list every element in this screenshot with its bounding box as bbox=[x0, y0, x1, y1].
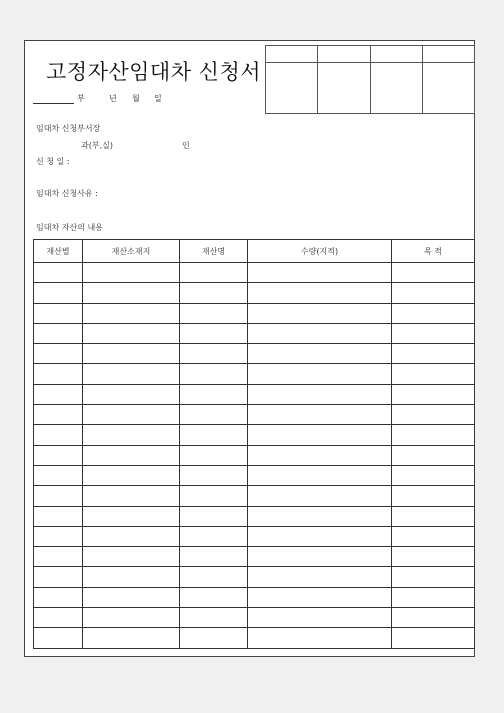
approval-header-cell[interactable] bbox=[370, 46, 422, 63]
table-cell[interactable] bbox=[180, 283, 248, 303]
table-cell[interactable] bbox=[34, 445, 83, 465]
column-header: 목 적 bbox=[392, 240, 475, 263]
table-cell[interactable] bbox=[34, 364, 83, 384]
table-cell[interactable] bbox=[34, 587, 83, 607]
date-bu-label: 부 bbox=[77, 94, 85, 103]
table-cell[interactable] bbox=[248, 567, 392, 587]
table-cell[interactable] bbox=[34, 465, 83, 485]
date-line bbox=[33, 93, 233, 107]
table-row bbox=[34, 587, 475, 607]
table-cell[interactable] bbox=[248, 506, 392, 526]
section-label: 과(부,실) bbox=[81, 141, 113, 150]
table-cell[interactable] bbox=[248, 587, 392, 607]
table-cell[interactable] bbox=[34, 303, 83, 323]
dept-head-label: 임대차 신청부서장 bbox=[36, 124, 101, 133]
approval-header-cell[interactable] bbox=[422, 46, 474, 63]
reason-label: 임대차 신청사유 : bbox=[36, 189, 98, 198]
table-cell[interactable] bbox=[392, 364, 475, 384]
table-cell[interactable] bbox=[34, 526, 83, 546]
table-cell[interactable] bbox=[83, 506, 180, 526]
table-cell[interactable] bbox=[180, 405, 248, 425]
table-row bbox=[34, 303, 475, 323]
table-cell[interactable] bbox=[248, 323, 392, 343]
table-row bbox=[34, 526, 475, 546]
table-cell[interactable] bbox=[180, 526, 248, 546]
approval-signature-cell[interactable] bbox=[318, 63, 370, 114]
table-cell[interactable] bbox=[180, 445, 248, 465]
table-cell[interactable] bbox=[34, 283, 83, 303]
date-year-label: 년 bbox=[109, 94, 117, 103]
table-cell[interactable] bbox=[180, 506, 248, 526]
table-cell[interactable] bbox=[248, 364, 392, 384]
table-cell[interactable] bbox=[83, 364, 180, 384]
table-cell[interactable] bbox=[34, 628, 83, 648]
table-cell[interactable] bbox=[83, 465, 180, 485]
approval-signature-cell[interactable] bbox=[422, 63, 474, 114]
table-cell[interactable] bbox=[392, 465, 475, 485]
table-cell[interactable] bbox=[180, 465, 248, 485]
table-cell[interactable] bbox=[180, 323, 248, 343]
table-cell[interactable] bbox=[180, 263, 248, 283]
table-cell[interactable] bbox=[392, 384, 475, 404]
table-cell[interactable] bbox=[248, 405, 392, 425]
table-cell[interactable] bbox=[248, 445, 392, 465]
table-cell[interactable] bbox=[83, 526, 180, 546]
table-row bbox=[34, 465, 475, 485]
table-cell[interactable] bbox=[248, 384, 392, 404]
table-cell[interactable] bbox=[34, 547, 83, 567]
table-cell[interactable] bbox=[248, 465, 392, 485]
table-cell[interactable] bbox=[180, 344, 248, 364]
table-cell[interactable] bbox=[83, 628, 180, 648]
table-cell[interactable] bbox=[83, 263, 180, 283]
table-cell[interactable] bbox=[392, 628, 475, 648]
table-cell[interactable] bbox=[83, 344, 180, 364]
column-header: 재산소재지 bbox=[83, 240, 180, 263]
table-cell[interactable] bbox=[34, 608, 83, 628]
table-row bbox=[34, 628, 475, 648]
table-cell[interactable] bbox=[392, 323, 475, 343]
table-cell[interactable] bbox=[180, 587, 248, 607]
table-cell[interactable] bbox=[392, 425, 475, 445]
table-row bbox=[34, 608, 475, 628]
table-cell[interactable] bbox=[248, 303, 392, 323]
table-cell[interactable] bbox=[34, 344, 83, 364]
apply-date-label: 신 청 일 : bbox=[36, 157, 70, 166]
table-cell[interactable] bbox=[248, 263, 392, 283]
table-cell[interactable] bbox=[180, 425, 248, 445]
table-cell[interactable] bbox=[83, 567, 180, 587]
table-cell[interactable] bbox=[180, 567, 248, 587]
table-cell[interactable] bbox=[180, 608, 248, 628]
table-cell[interactable] bbox=[180, 486, 248, 506]
table-row bbox=[34, 263, 475, 283]
table-cell[interactable] bbox=[392, 608, 475, 628]
table-cell[interactable] bbox=[392, 547, 475, 567]
table-cell[interactable] bbox=[34, 486, 83, 506]
table-cell[interactable] bbox=[392, 344, 475, 364]
table-cell[interactable] bbox=[392, 263, 475, 283]
table-cell[interactable] bbox=[392, 567, 475, 587]
table-cell[interactable] bbox=[34, 567, 83, 587]
table-cell[interactable] bbox=[392, 283, 475, 303]
table-cell[interactable] bbox=[83, 425, 180, 445]
table-cell[interactable] bbox=[392, 587, 475, 607]
table-cell[interactable] bbox=[248, 628, 392, 648]
table-row bbox=[34, 283, 475, 303]
table-cell[interactable] bbox=[248, 283, 392, 303]
table-cell[interactable] bbox=[392, 526, 475, 546]
table-cell[interactable] bbox=[248, 526, 392, 546]
table-row bbox=[34, 425, 475, 445]
column-header: 재산별 bbox=[34, 240, 83, 263]
table-cell[interactable] bbox=[180, 384, 248, 404]
table-row bbox=[34, 405, 475, 425]
table-cell[interactable] bbox=[34, 323, 83, 343]
table-cell[interactable] bbox=[83, 445, 180, 465]
content-label: 임대차 자산의 내용 bbox=[36, 223, 103, 232]
table-cell[interactable] bbox=[180, 547, 248, 567]
form-title: 고정자산임대차 신청서 bbox=[46, 60, 262, 84]
table-cell[interactable] bbox=[180, 303, 248, 323]
asset-table-header bbox=[34, 240, 475, 263]
table-cell[interactable] bbox=[248, 425, 392, 445]
table-cell[interactable] bbox=[392, 405, 475, 425]
approval-stamp-box bbox=[265, 45, 475, 114]
approval-header-cell[interactable] bbox=[266, 46, 318, 63]
table-cell[interactable] bbox=[34, 506, 83, 526]
table-row bbox=[34, 567, 475, 587]
table-row bbox=[34, 486, 475, 506]
table-cell[interactable] bbox=[83, 608, 180, 628]
table-cell[interactable] bbox=[83, 587, 180, 607]
table-cell[interactable] bbox=[83, 323, 180, 343]
table-cell[interactable] bbox=[34, 384, 83, 404]
approval-signature-cell[interactable] bbox=[370, 63, 422, 114]
table-cell[interactable] bbox=[83, 486, 180, 506]
table-cell[interactable] bbox=[392, 303, 475, 323]
table-cell[interactable] bbox=[83, 405, 180, 425]
approval-signature-cell[interactable] bbox=[266, 63, 318, 114]
approval-header-cell[interactable] bbox=[318, 46, 370, 63]
table-cell[interactable] bbox=[392, 506, 475, 526]
asset-table bbox=[33, 239, 475, 649]
date-month-label: 월 bbox=[132, 94, 140, 103]
table-cell[interactable] bbox=[83, 283, 180, 303]
table-cell[interactable] bbox=[83, 303, 180, 323]
table-row bbox=[34, 323, 475, 343]
table-cell[interactable] bbox=[392, 445, 475, 465]
application-form bbox=[24, 40, 475, 657]
table-cell[interactable] bbox=[34, 263, 83, 283]
table-row bbox=[34, 344, 475, 364]
seal-label: 인 bbox=[182, 141, 190, 150]
column-header: 재산명 bbox=[180, 240, 248, 263]
table-row bbox=[34, 445, 475, 465]
column-header: 수량(지적) bbox=[248, 240, 392, 263]
table-cell[interactable] bbox=[180, 364, 248, 384]
table-row bbox=[34, 384, 475, 404]
table-cell[interactable] bbox=[248, 486, 392, 506]
table-cell[interactable] bbox=[83, 384, 180, 404]
table-cell[interactable] bbox=[34, 425, 83, 445]
table-cell[interactable] bbox=[248, 344, 392, 364]
table-cell[interactable] bbox=[248, 547, 392, 567]
table-cell[interactable] bbox=[83, 547, 180, 567]
table-row bbox=[34, 364, 475, 384]
table-cell[interactable] bbox=[34, 405, 83, 425]
date-number-blank[interactable] bbox=[33, 103, 74, 104]
table-cell[interactable] bbox=[392, 486, 475, 506]
date-day-label: 일 bbox=[154, 94, 162, 103]
table-row bbox=[34, 506, 475, 526]
table-cell[interactable] bbox=[180, 628, 248, 648]
table-row bbox=[34, 547, 475, 567]
table-cell[interactable] bbox=[248, 608, 392, 628]
